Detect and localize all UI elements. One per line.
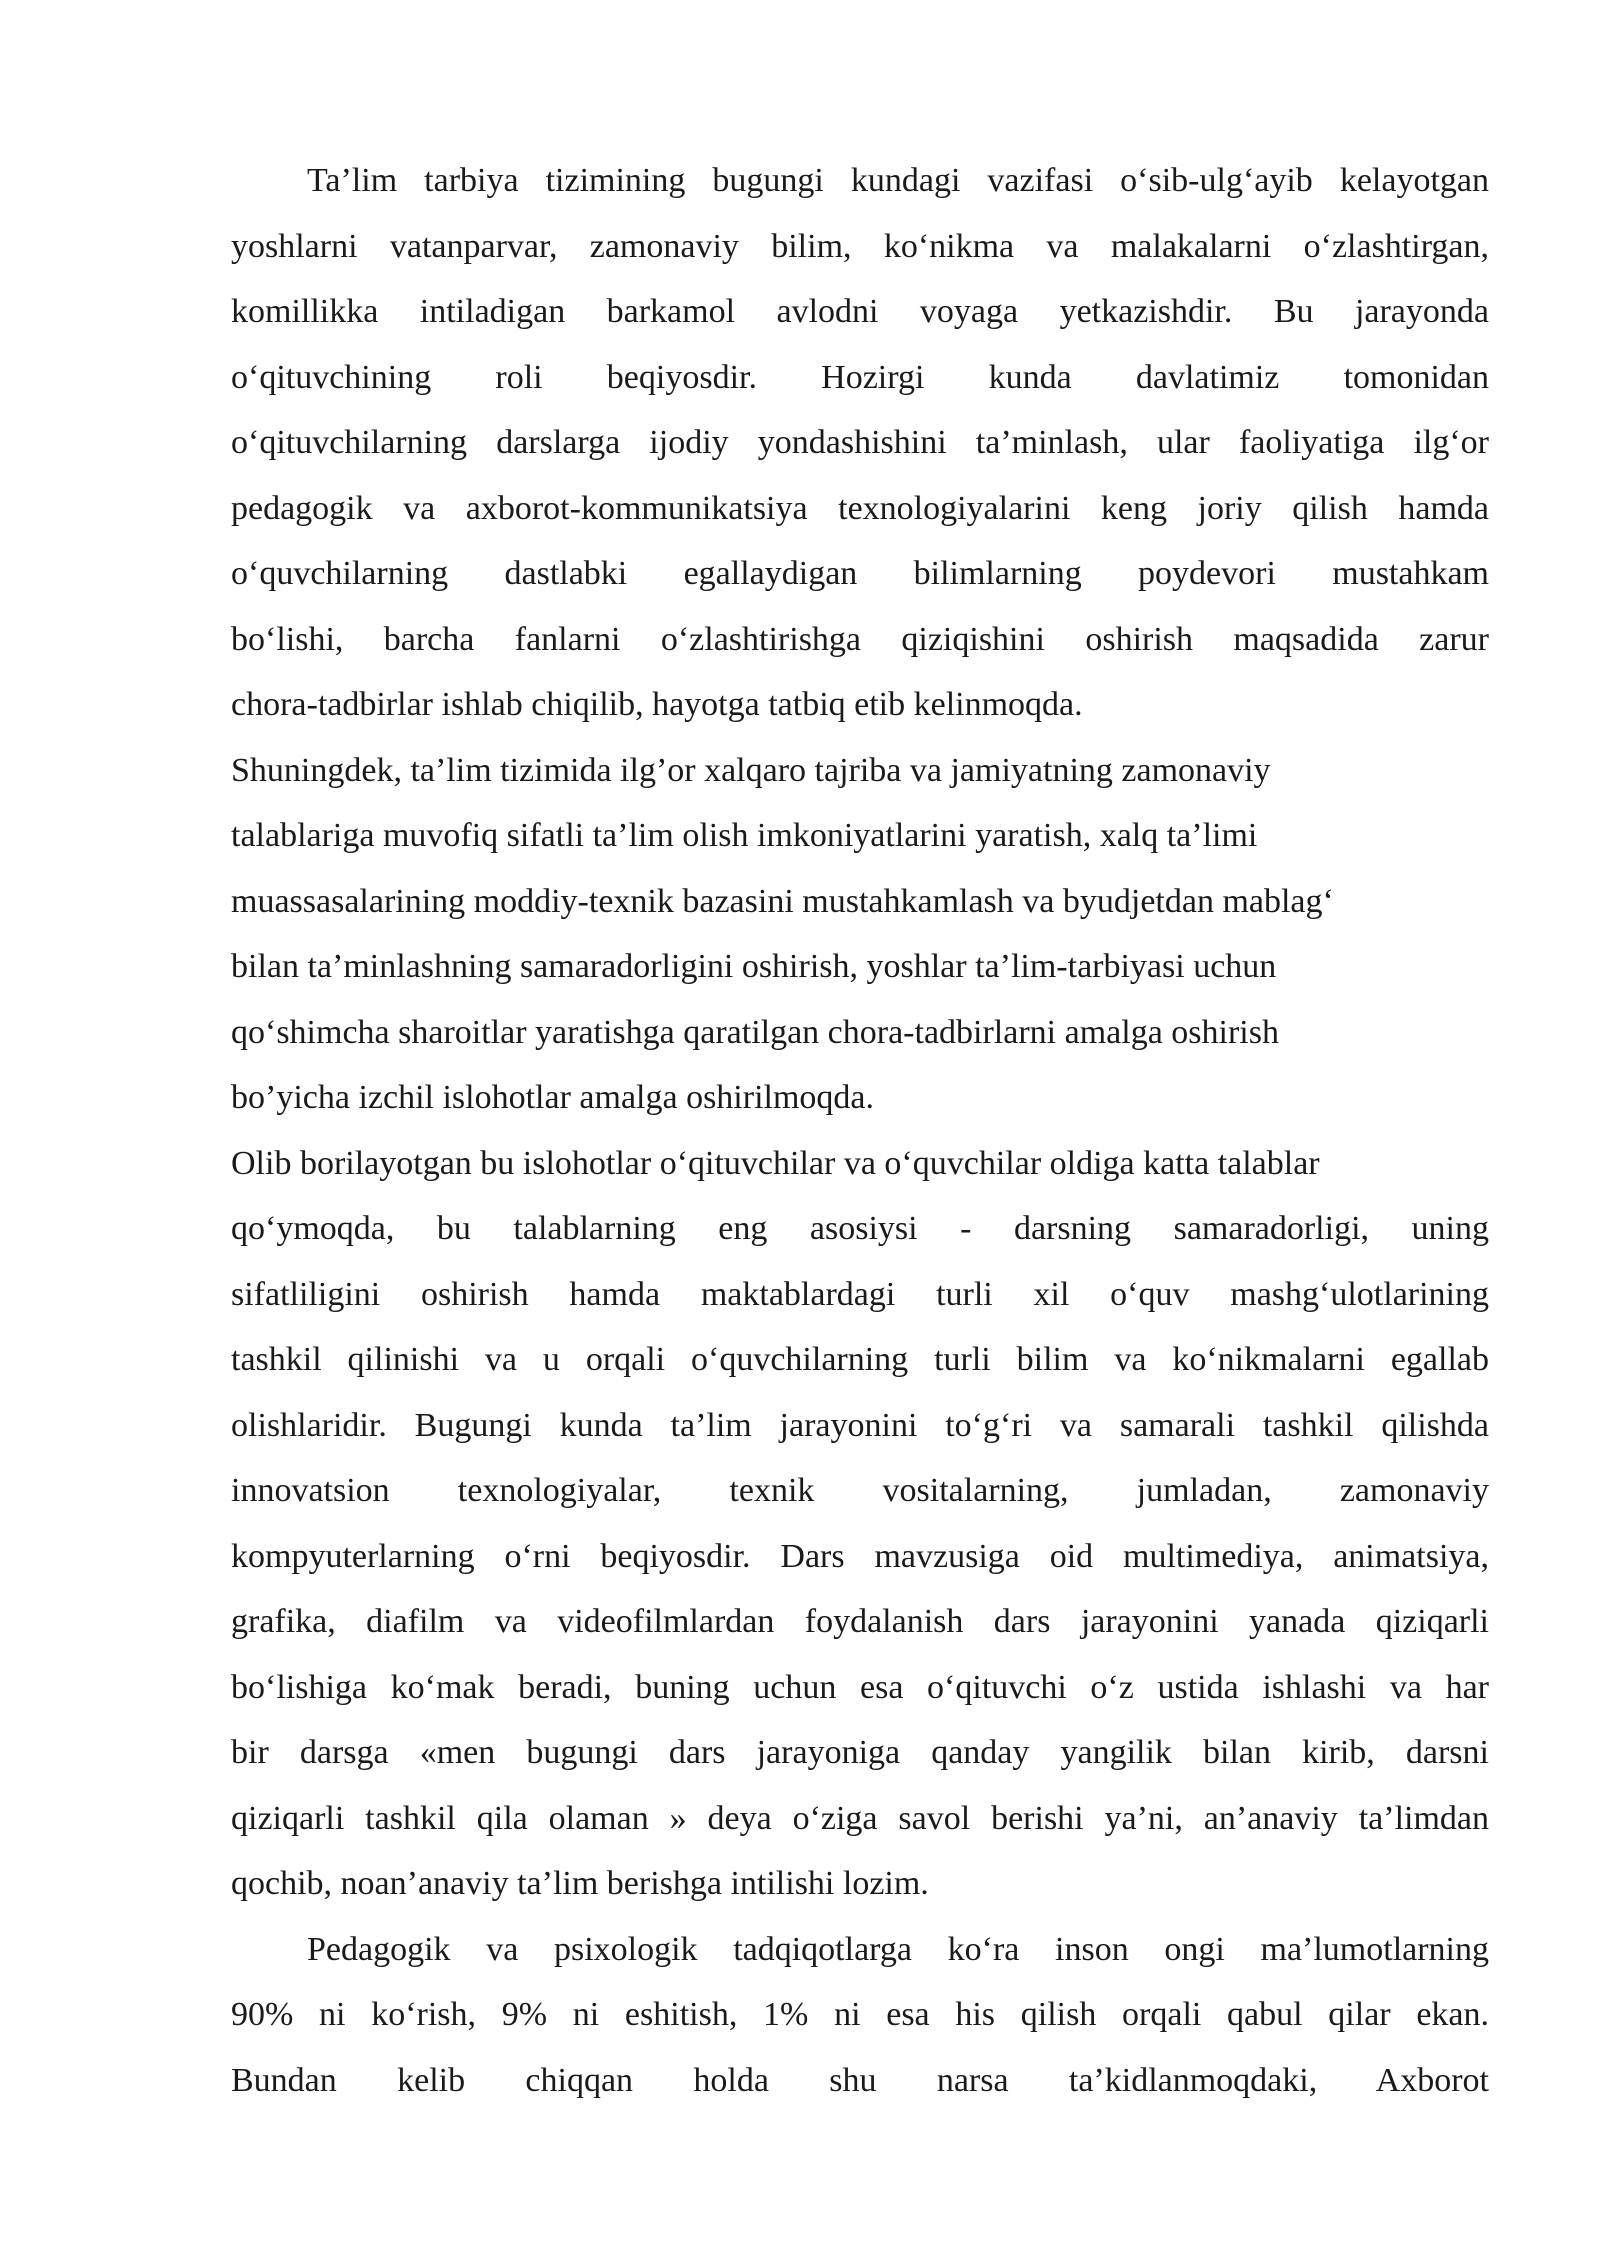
text-line: sifatliligini oshirish hamda maktablardagi turli xil o‘quv mashg‘ulotlarining xyxy=(231,1275,1489,1313)
text-line: bo’yicha izchil islohotlar amalga oshirilmoqda. xyxy=(231,1079,874,1116)
paragraph xyxy=(231,738,1489,1131)
text-line: qochib, noan’anaviy ta’lim berishga intilishi lozim. xyxy=(231,1865,929,1902)
text-line: yoshlarni vatanparvar, zamonaviy bilim, ko‘nikma va malakalarni o‘zlashtirgan, xyxy=(231,227,1489,265)
text-line: pedagogik va axborot-kommunikatsiya texnologiyalarini keng joriy qilish hamda xyxy=(231,489,1489,527)
text-line: Olib borilayotgan bu islohotlar o‘qituvchilar va o‘quvchilar oldiga katta talablar xyxy=(231,1144,1320,1182)
text-line: o‘qituvchining roli beqiyosdir. Hozirgi kunda davlatimiz tomonidan xyxy=(231,358,1489,396)
text-line: Pedagogik va psixologik tadqiqotlarga ko‘ra inson ongi ma’lumotlarning xyxy=(307,1930,1489,1968)
text-line: chora-tadbirlar ishlab chiqilib, hayotga tatbiq etib kelinmoqda. xyxy=(231,686,1083,723)
text-line: komillikka intiladigan barkamol avlodni voyaga yetkazishdir. Bu jarayonda xyxy=(231,293,1489,330)
text-line: o‘quvchilarning dastlabki egallaydigan bilimlarning poydevori mustahkam xyxy=(231,555,1489,592)
text-line: o‘qituvchilarning darslarga ijodiy yondashishini ta’minlash, ular faoliyatiga ilg‘or xyxy=(231,424,1489,461)
text-line: Shuningdek, ta’lim tizimida ilg’or xalqaro tajriba va jamiyatning zamonaviy xyxy=(231,751,1271,789)
text-line: talablariga muvofiq sifatli ta’lim olish imkoniyatlarini yaratish, xalq ta’limi xyxy=(231,817,1258,854)
paragraph xyxy=(231,148,1489,738)
text-line: bilan ta’minlashning samaradorligini oshirish, yoshlar ta’lim-tarbiyasi uchun xyxy=(231,948,1277,985)
text-line: bir darsga «men bugungi dars jarayoniga qanday yangilik bilan kirib, darsni xyxy=(231,1734,1489,1771)
text-line: innovatsion texnologiyalar, texnik vositalarning, jumladan, zamonaviy xyxy=(231,1472,1489,1509)
document-body xyxy=(231,148,1489,2113)
text-line: tashkil qilinishi va u orqali o‘quvchilarning turli bilim va ko‘nikmalarni egallab xyxy=(231,1341,1489,1378)
text-line: qo‘shimcha sharoitlar yaratishga qaratilgan chora-tadbirlarni amalga oshirish xyxy=(231,1013,1279,1051)
text-line: grafika, diafilm va videofilmlardan foydalanish dars jarayonini yanada qiziqarli xyxy=(231,1603,1489,1640)
text-line: bo‘lishi, barcha fanlarni o‘zlashtirishga qiziqishini oshirish maqsadida zarur xyxy=(231,620,1489,658)
text-line: kompyuterlarning o‘rni beqiyosdir. Dars mavzusiga oid multimediya, animatsiya, xyxy=(231,1537,1489,1575)
text-line: muassasalarining moddiy-texnik bazasini mustahkamlash va byudjetdan mablag‘ xyxy=(231,882,1334,920)
text-line: bo‘lishiga ko‘mak beradi, buning uchun esa o‘qituvchi o‘z ustida ishlashi va har xyxy=(231,1668,1489,1706)
text-line: Ta’lim tarbiya tizimining bugungi kundagi vazifasi o‘sib-ulg‘ayib kelayotgan xyxy=(307,162,1489,199)
paragraph xyxy=(231,1131,1489,1917)
paragraph xyxy=(231,1917,1489,2114)
text-line: olishlaridir. Bugungi kunda ta’lim jarayonini to‘g‘ri va samarali tashkil qilishda xyxy=(231,1406,1489,1444)
text-line: 90% ni ko‘rish, 9% ni eshitish, 1% ni esa his qilish orqali qabul qilar ekan. xyxy=(231,1996,1489,2033)
text-line: qiziqarli tashkil qila olaman » deya o‘ziga savol berishi ya’ni, an’anaviy ta’limdan xyxy=(231,1799,1489,1837)
text-line: Bundan kelib chiqqan holda shu narsa ta’kidlanmoqdaki, Axborot xyxy=(231,2061,1489,2099)
text-line: qo‘ymoqda, bu talablarning eng asosiysi - darsning samaradorligi, uning xyxy=(231,1210,1489,1247)
